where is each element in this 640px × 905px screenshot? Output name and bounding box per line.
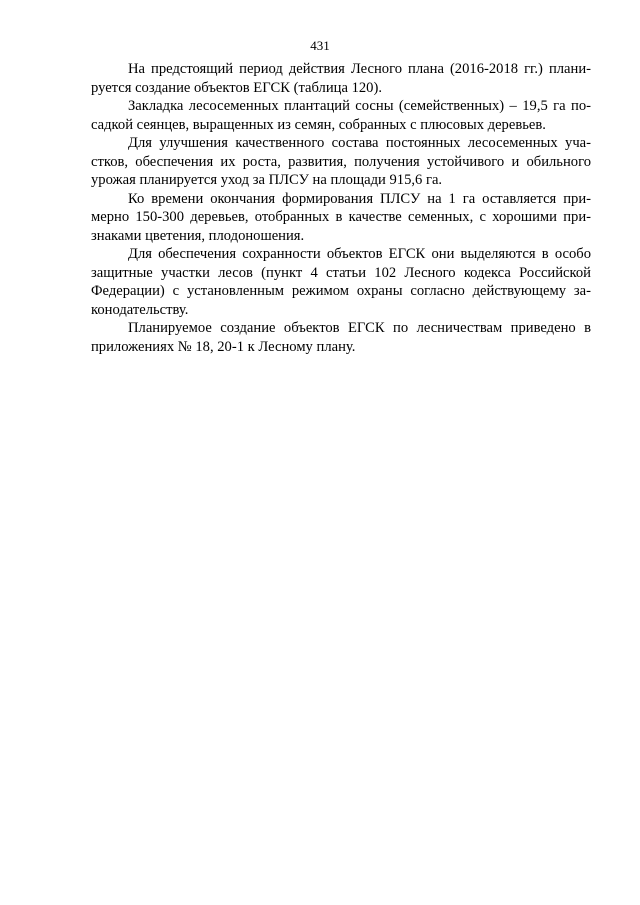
text-line: конодательству. — [91, 301, 189, 318]
paragraph-appendix-reference — [91, 319, 591, 356]
text-line: стков, обеспечения их роста, развития, получения устойчивого и обильного — [91, 153, 591, 170]
text-line: приложениях № 18, 20-1 к Лесному плану. — [91, 338, 356, 355]
text-line: урожая планируется уход за ПЛСУ на площади 915,6 га. — [91, 172, 443, 188]
paragraph-trees-per-hectare — [91, 190, 591, 246]
text-line: Ко времени окончания формирования ПЛСУ на 1 га оставляется при- — [128, 190, 591, 207]
text-line: знаками цветения, плодоношения. — [91, 227, 305, 244]
document-body — [91, 60, 591, 356]
text-line: мерно 150-300 деревьев, отобранных в качестве семенных, с хорошими при- — [91, 209, 591, 225]
text-line: защитные участки лесов (пункт 4 статьи 102 Лесного кодекса Российской — [91, 264, 591, 281]
page-number: 431 — [310, 38, 330, 53]
text-line: Для улучшения качественного состава постоянных лесосеменных уча- — [128, 135, 591, 151]
text-line: Планируемое создание объектов ЕГСК по лесничествам приведено в — [128, 320, 591, 336]
text-line: Закладка лесосеменных плантаций сосны (семейственных) – 19,5 га по- — [128, 98, 591, 114]
text-line: садкой сеянцев, выращенных из семян, собранных с плюсовых деревьев. — [91, 116, 546, 133]
text-line: Федерации) с установленным режимом охраны согласно действующему за- — [91, 283, 591, 299]
text-line: Для обеспечения сохранности объектов ЕГСК они выделяются в особо — [128, 246, 591, 262]
paragraph-plsu-care — [91, 134, 591, 190]
text-line: На предстоящий период действия Лесного плана (2016-2018 гг.) плани- — [128, 61, 591, 77]
paragraph-plantation-laying — [91, 97, 591, 134]
paragraph-protection — [91, 245, 591, 319]
paragraph-planned-creation — [91, 60, 591, 97]
text-line: руется создание объектов ЕГСК (таблица 120). — [91, 79, 382, 96]
